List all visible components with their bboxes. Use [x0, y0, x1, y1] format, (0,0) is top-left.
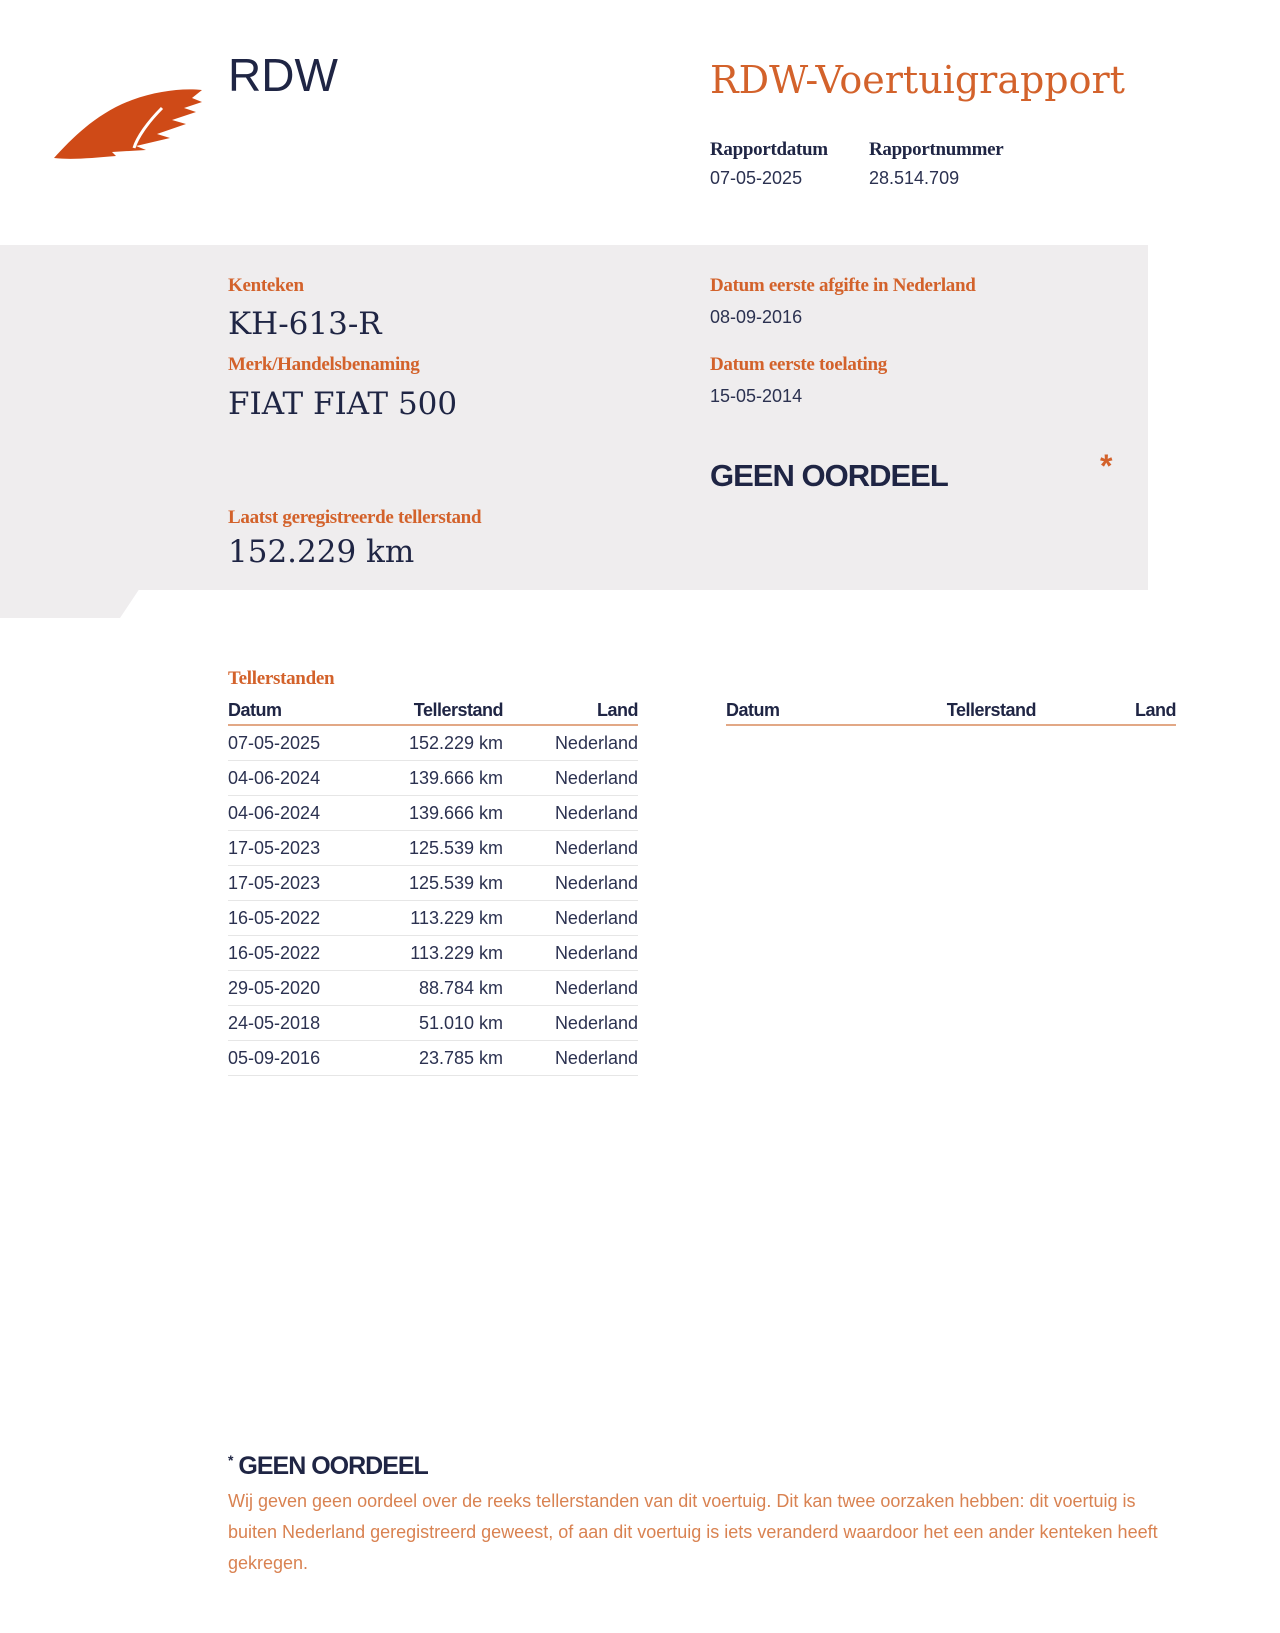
report-date-label: Rapportdatum: [710, 139, 828, 160]
row-date: 16-05-2022: [228, 936, 378, 971]
row-reading: 139.666 km: [378, 796, 503, 831]
last-odometer-value: 152.229 km: [228, 534, 415, 570]
report-title: RDW-Voertuigrapport: [710, 58, 1125, 102]
row-reading: 125.539 km: [378, 831, 503, 866]
row-country: Nederland: [503, 796, 638, 831]
row-date: 04-06-2024: [228, 796, 378, 831]
col-date: Datum: [228, 698, 378, 725]
vehicle-summary-panel: [0, 245, 1148, 590]
odometer-header-row: [228, 698, 638, 725]
odometer-table-continued: [726, 698, 1176, 726]
row-reading: 139.666 km: [378, 761, 503, 796]
last-odometer-label: Laatst geregistreerde tellerstand: [228, 507, 482, 528]
plate-value: KH-613-R: [228, 306, 382, 342]
col-country: Land: [503, 698, 638, 725]
row-date: 17-05-2023: [228, 831, 378, 866]
odometer-table: [228, 698, 638, 1076]
footnote-title: [228, 1452, 428, 1481]
row-reading: 113.229 km: [378, 901, 503, 936]
footnote-text: Wij geven geen oordeel over de reeks tellerstanden van dit voertuig. Dit kan twee oorzaken hebben: dit voertuig is buiten Nederland geregistreerd geweest, of aan dit voertuig is iets veranderd waardoor het een ander kenteken heeft gekregen.: [228, 1491, 1158, 1573]
row-country: Nederland: [503, 831, 638, 866]
rdw-logo-icon: [52, 78, 204, 162]
row-country: Nederland: [503, 725, 638, 761]
row-country: Nederland: [503, 901, 638, 936]
report-number: 28.514.709: [869, 168, 960, 188]
row-country: Nederland: [503, 1041, 638, 1076]
footnote-marker: *: [228, 1452, 233, 1468]
row-reading: 23.785 km: [378, 1041, 503, 1076]
col-reading: Tellerstand: [378, 698, 503, 725]
row-reading: 125.539 km: [378, 866, 503, 901]
odometer-row: [228, 725, 638, 761]
footnote-title-text: GEEN OORDEEL: [238, 1452, 428, 1480]
row-date: 07-05-2025: [228, 725, 378, 761]
row-date: 04-06-2024: [228, 761, 378, 796]
row-date: 29-05-2020: [228, 971, 378, 1006]
make-label: Merk/Handelsbenaming: [228, 354, 420, 375]
report-number-label: Rapportnummer: [869, 139, 1004, 160]
col-country: Land: [1036, 698, 1176, 725]
row-reading: 152.229 km: [378, 725, 503, 761]
odometer-section-title: Tellerstanden: [228, 668, 335, 689]
odometer-row: [228, 971, 638, 1006]
odometer-row: [228, 796, 638, 831]
row-date: 16-05-2022: [228, 901, 378, 936]
row-country: Nederland: [503, 761, 638, 796]
odometer-row: [228, 936, 638, 971]
row-country: Nederland: [503, 936, 638, 971]
first-issue-nl-label: Datum eerste afgifte in Nederland: [710, 275, 976, 296]
first-admission-value: 15-05-2014: [710, 386, 803, 406]
row-country: Nederland: [503, 971, 638, 1006]
brand-name: RDW: [228, 49, 338, 101]
col-date: Datum: [726, 698, 901, 725]
row-date: 05-09-2016: [228, 1041, 378, 1076]
row-country: Nederland: [503, 866, 638, 901]
row-date: 24-05-2018: [228, 1006, 378, 1041]
report-date: 07-05-2025: [710, 168, 803, 188]
odometer-header-row: [726, 698, 1176, 725]
make-value: FIAT FIAT 500: [228, 386, 458, 422]
first-issue-nl-value: 08-09-2016: [710, 307, 803, 327]
row-reading: 88.784 km: [378, 971, 503, 1006]
odometer-row: [228, 901, 638, 936]
col-reading: Tellerstand: [901, 698, 1036, 725]
odometer-row: [228, 1006, 638, 1041]
row-country: Nederland: [503, 1006, 638, 1041]
plate-label: Kenteken: [228, 275, 304, 296]
first-admission-label: Datum eerste toelating: [710, 354, 888, 375]
odometer-row: [228, 761, 638, 796]
row-reading: 113.229 km: [378, 936, 503, 971]
row-date: 17-05-2023: [228, 866, 378, 901]
odometer-row: [228, 831, 638, 866]
odometer-row: [228, 1041, 638, 1076]
verdict-text: GEEN OORDEEL: [710, 458, 948, 493]
verdict-asterisk: *: [1100, 448, 1113, 484]
odometer-row: [228, 866, 638, 901]
panel-tail-shape: [0, 588, 140, 618]
row-reading: 51.010 km: [378, 1006, 503, 1041]
